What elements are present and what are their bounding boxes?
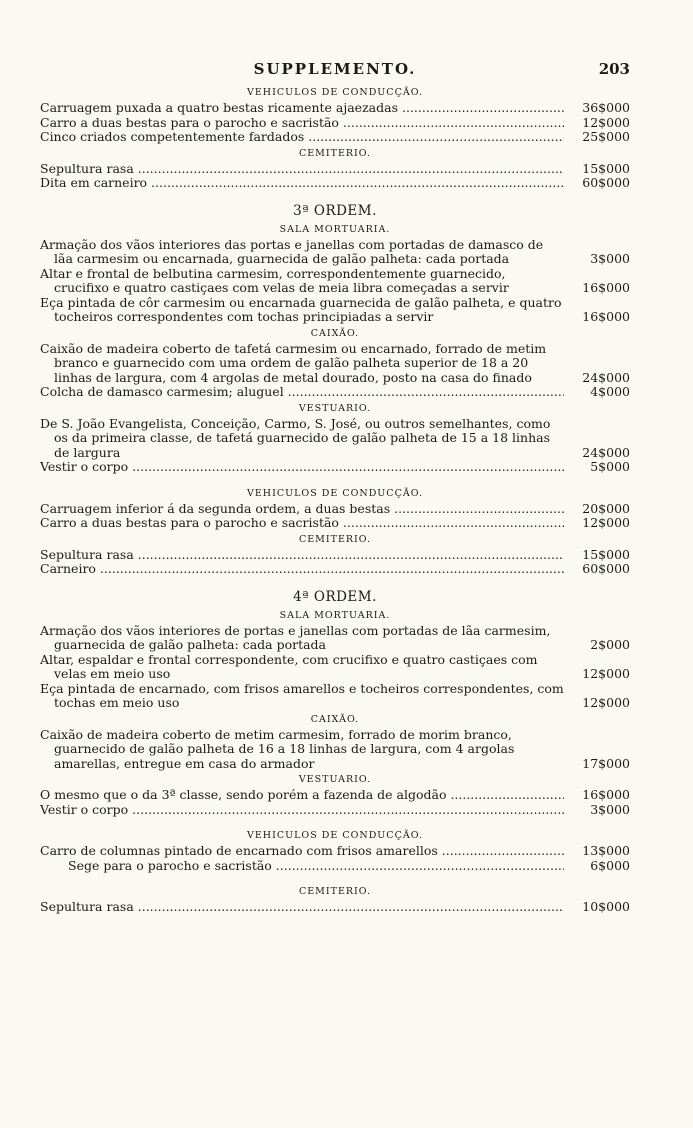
section-heading-vestuario: VESTUARIO.: [298, 774, 372, 785]
entry-price: 60$000: [582, 561, 630, 576]
entry-text: Altar, espaldar e frontal correspondente, com crucifixo e quatro castiçaes com velas em meio uso: [40, 651, 538, 681]
entry-text: Sepultura rasa .....: [40, 900, 564, 915]
section-heading-cemetery: CEMITERIO.: [298, 886, 372, 897]
entry-price: 16$000: [582, 787, 630, 802]
entry-text: Carro a duas bestas para o parocho e sacristão .....: [40, 116, 564, 131]
price-entry: [40, 653, 630, 682]
entry-text: Armação dos vãos interiores das portas e janellas com portadas de damasco de lãa carmesim ou encarnada, guarnecida de galão palheta: cada portada: [40, 236, 544, 266]
entry-text: Dita em carneiro .....: [40, 176, 564, 191]
entry-price: 60$000: [582, 175, 630, 190]
entry-text: Sepultura rasa .....: [40, 162, 564, 177]
entry-price: 13$000: [582, 843, 630, 858]
entry-text: Carruagem puxada a quatro bestas ricamente ajaezadas .....: [40, 101, 564, 116]
entry-price: 17$000: [582, 755, 630, 771]
entry-price: 3$000: [590, 801, 630, 817]
entry-price: 6$000: [590, 857, 630, 873]
entry-text: Sege para o parocho e sacristão .....: [40, 859, 564, 874]
price-entry: [40, 844, 630, 859]
order-heading-3: 3ª ORDEM.: [293, 202, 377, 219]
entry-price: 15$000: [582, 546, 630, 562]
section-heading-caixao: CAIXÃO.: [310, 327, 360, 339]
section-heading-vehicles: VEHICULOS DE CONDUCÇÃO.: [247, 487, 423, 499]
price-entry: [40, 342, 630, 386]
order-heading-4: 4ª ORDEM.: [293, 588, 377, 605]
section-heading-caixao: CAIXÃO.: [310, 713, 360, 725]
price-entry: [40, 728, 630, 772]
entry-price: 2$000: [590, 637, 630, 652]
entry-text: Vestir o corpo .....: [40, 460, 564, 475]
entry-price: 16$000: [582, 309, 630, 324]
entry-price: 15$000: [582, 160, 630, 176]
price-entry: [40, 116, 630, 131]
price-entry: [40, 624, 630, 653]
price-entry: [40, 562, 630, 577]
entry-text: Carneiro .....: [40, 562, 564, 577]
section-heading-sala: SALA MORTUARIA.: [279, 609, 391, 621]
entry-text: De S. João Evangelista, Conceição, Carmo, S. José, ou outros semelhantes, como os da primeira classe, de tafetá guarnecido de galão palheta de 15 a 18 linhas de largura: [40, 415, 551, 460]
entry-price: 3$000: [590, 251, 630, 266]
entry-price: 4$000: [590, 384, 630, 399]
entry-price: 16$000: [582, 280, 630, 295]
price-entry: [40, 417, 630, 461]
entry-price: 25$000: [582, 129, 630, 144]
entry-text: Carruagem inferior á da segunda ordem, a duas bestas .....: [40, 502, 564, 517]
document-page: [40, 60, 630, 915]
entry-price: 24$000: [582, 444, 630, 460]
entry-text: Sepultura rasa .....: [40, 548, 564, 563]
section-heading-cemetery: CEMITERIO.: [298, 147, 372, 159]
price-entry: [40, 682, 630, 711]
entry-text: Altar e frontal de belbutina carmesim, correspondentemente guarnecido, crucifixo e quatro castiçaes com velas de meia libra começadas a servir: [40, 265, 509, 295]
entry-text: Eça pintada de côr carmesim ou encarnada guarnecida de galão palheta, e quatro tocheiros correspondentes com tochas principiadas a servir: [40, 294, 562, 324]
price-entry: [40, 162, 630, 177]
entry-text: Carro de columnas pintado de encarnado com frisos amarellos .....: [40, 844, 564, 859]
section-heading-vestuario: VESTUARIO.: [298, 402, 372, 414]
entry-price: 20$000: [582, 500, 630, 516]
price-entry: [40, 502, 630, 517]
price-entry: [40, 788, 630, 803]
entry-price: 12$000: [582, 666, 630, 681]
entry-text: O mesmo que o da 3ª classe, sendo porém a fazenda de algodão .....: [40, 788, 564, 803]
price-entry: [40, 296, 630, 325]
section-heading-vehicles: VEHICULOS DE CONDUCÇÃO.: [247, 830, 423, 841]
section-heading-cemetery: CEMITERIO.: [298, 533, 372, 545]
page-header: [40, 60, 630, 84]
price-entry: [40, 130, 630, 145]
page-number: 203: [598, 60, 630, 78]
price-entry: [40, 238, 630, 267]
price-entry: [40, 548, 630, 563]
entry-price: 36$000: [582, 100, 630, 115]
entry-price: 12$000: [582, 695, 630, 710]
entry-text: Vestir o corpo .....: [40, 803, 564, 818]
price-entry: [40, 803, 630, 818]
entry-price: 24$000: [582, 369, 630, 385]
price-entry: [40, 101, 630, 116]
section-heading-vehicles: VEHICULOS DE CONDUCÇÃO.: [247, 87, 423, 98]
price-entry: [40, 267, 630, 296]
section-heading-sala: SALA MORTUARIA.: [279, 223, 391, 235]
entry-text: Caixão de madeira coberto de metim carmesim, forrado de morim branco, guarnecido de galão palheta de 16 a 18 linhas de largura, com 4 argolas amarellas, entregue em casa do armador: [40, 726, 515, 771]
entry-text: Cinco criados competentemente fardados .....: [40, 130, 564, 145]
price-entry: [40, 385, 630, 400]
entry-text: Caixão de madeira coberto de tafetá carmesim ou encarnado, forrado de metim branco e guarnecido com uma ordem de galão palheta superior de 18 a 20 linhas de largura, com 4 argolas de metal dourado, posto na casa do finado: [40, 340, 547, 385]
price-entry: [40, 516, 630, 531]
price-entry: [40, 460, 630, 475]
entry-price: 12$000: [582, 515, 630, 530]
entry-text: Eça pintada de encarnado, com frisos amarellos e tocheiros correspondentes, com tochas em meio uso: [40, 680, 564, 710]
entry-text: Carro a duas bestas para o parocho e sacristão .....: [40, 516, 564, 531]
running-title: SUPPLEMENTO.: [253, 60, 417, 78]
entry-text: Colcha de damasco carmesim; aluguel .....: [40, 385, 564, 400]
price-entry: [40, 859, 630, 874]
entry-text: Armação dos vãos interiores de portas e janellas com portadas de lãa carmesim, guarnecida de galão palheta: cada portada: [40, 622, 551, 652]
entry-price: 5$000: [590, 459, 630, 474]
price-entry: [40, 176, 630, 191]
price-entry: [40, 900, 630, 915]
entry-price: 10$000: [582, 899, 630, 914]
entry-price: 12$000: [582, 114, 630, 130]
